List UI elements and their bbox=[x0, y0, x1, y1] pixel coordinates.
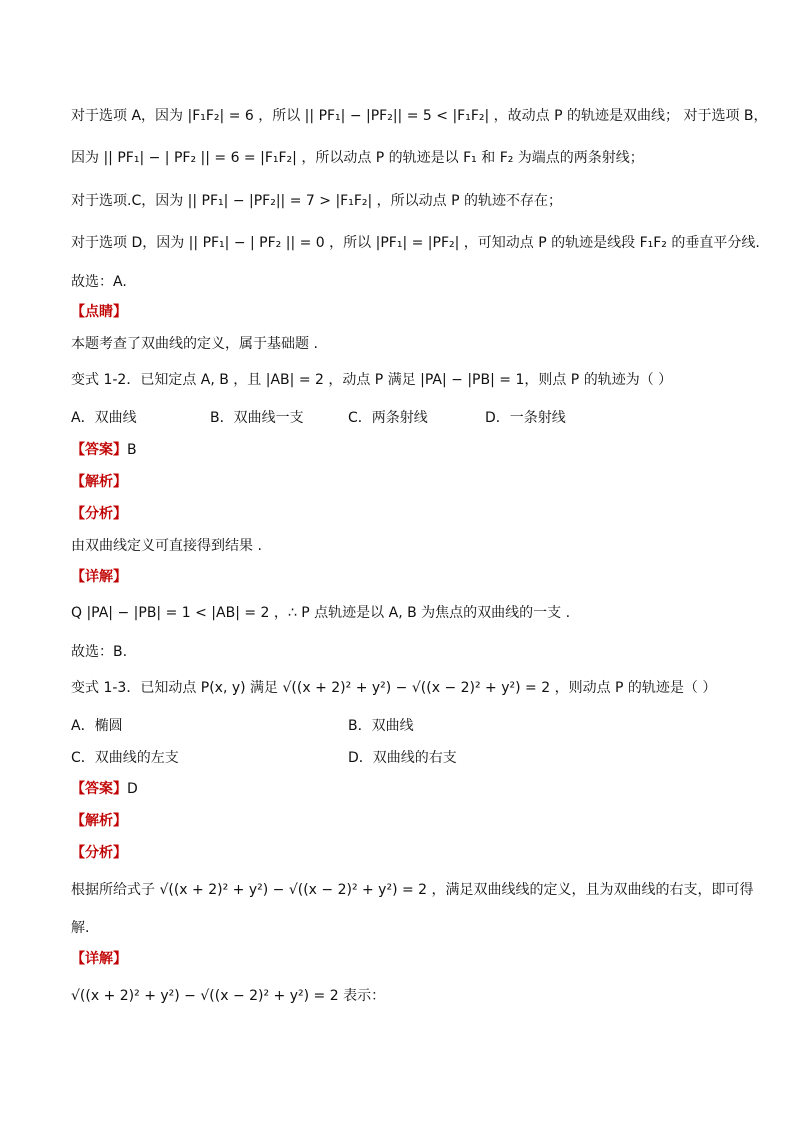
answer-choice-b: 故选：B. bbox=[71, 644, 128, 660]
option-d-analysis: 对于选项 D，因为 || PF₁| − | PF₂ || = 0 ，所以 |PF₁| = |PF₂| ，可知动点 P 的轨迹是线段 F₁F₂ 的垂直平分线. bbox=[71, 235, 760, 251]
heading-details-1-2: 【详解】 bbox=[71, 569, 127, 585]
answer-value: B bbox=[127, 442, 137, 458]
details-text-1-2: Q |PA| − |PB| = 1 < |AB| = 2 ，∴ P 点轨迹是以 A, B 为焦点的双曲线的一支 . bbox=[71, 605, 571, 621]
heading-reasoning-1-3: 【分析】 bbox=[71, 845, 127, 861]
answer-label: 【答案】 bbox=[71, 781, 127, 797]
q13-option-c: C．双曲线的左支 bbox=[71, 750, 179, 766]
heading-analysis-1-2: 【解析】 bbox=[71, 474, 127, 490]
question-1-2: 变式 1-2．已知定点 A, B ，且 |AB| = 2 ，动点 P 满足 |PA| − |PB| = 1，则点 P 的轨迹为（ ） bbox=[71, 372, 673, 388]
q12-option-d: D．一条射线 bbox=[485, 410, 566, 426]
heading-analysis-1-3: 【解析】 bbox=[71, 813, 127, 829]
q13-option-b: B．双曲线 bbox=[348, 718, 414, 734]
answer-1-3 bbox=[71, 780, 724, 798]
option-a-analysis: 对于选项 A，因为 |F₁F₂| = 6 ，所以 || PF₁| − |PF₂|| = 5 < |F₁F₂| ，故动点 P 的轨迹是双曲线； 对于选项 B， bbox=[71, 108, 768, 124]
heading-reasoning-1-2: 【分析】 bbox=[71, 506, 127, 522]
heading-comment: 【点睛】 bbox=[71, 304, 127, 320]
option-b-analysis: 因为 || PF₁| − | PF₂ || = 6 = |F₁F₂| ，所以动点 P 的轨迹是以 F₁ 和 F₂ 为端点的两条射线； bbox=[71, 150, 644, 166]
question-1-3: 变式 1-3．已知动点 P(x, y) 满足 √((x + 2)² + y²) − √((x − 2)² + y²) = 2 ，则动点 P 的轨迹是（ ） bbox=[71, 680, 717, 696]
q12-option-c: C．两条射线 bbox=[348, 410, 428, 426]
answer-1-2 bbox=[71, 441, 724, 459]
reasoning-text-1-3: 根据所给式子 √((x + 2)² + y²) − √((x − 2)² + y²) = 2 ，满足双曲线线的定义，且为双曲线的右支，即可得 bbox=[71, 882, 754, 898]
q13-option-a: A．椭圆 bbox=[71, 718, 123, 734]
heading-details-1-3: 【详解】 bbox=[71, 951, 127, 967]
answer-value: D bbox=[127, 781, 138, 797]
reasoning-text-1-2: 由双曲线定义可直接得到结果 . bbox=[71, 538, 262, 554]
comment-text: 本题考查了双曲线的定义，属于基础题 . bbox=[71, 336, 318, 352]
reasoning-text-1-3-cont: 解. bbox=[71, 920, 90, 936]
q13-option-d: D．双曲线的右支 bbox=[348, 750, 457, 766]
details-text-1-3: √((x + 2)² + y²) − √((x − 2)² + y²) = 2 表示： bbox=[71, 988, 386, 1004]
option-c-analysis: 对于选项.C，因为 || PF₁| − |PF₂|| = 7 > |F₁F₂| ，所以动点 P 的轨迹不存在； bbox=[71, 193, 562, 209]
answer-label: 【答案】 bbox=[71, 442, 127, 458]
answer-choice-a: 故选：A. bbox=[71, 274, 127, 290]
q12-option-b: B．双曲线一支 bbox=[210, 410, 304, 426]
q12-option-a: A．双曲线 bbox=[71, 410, 137, 426]
